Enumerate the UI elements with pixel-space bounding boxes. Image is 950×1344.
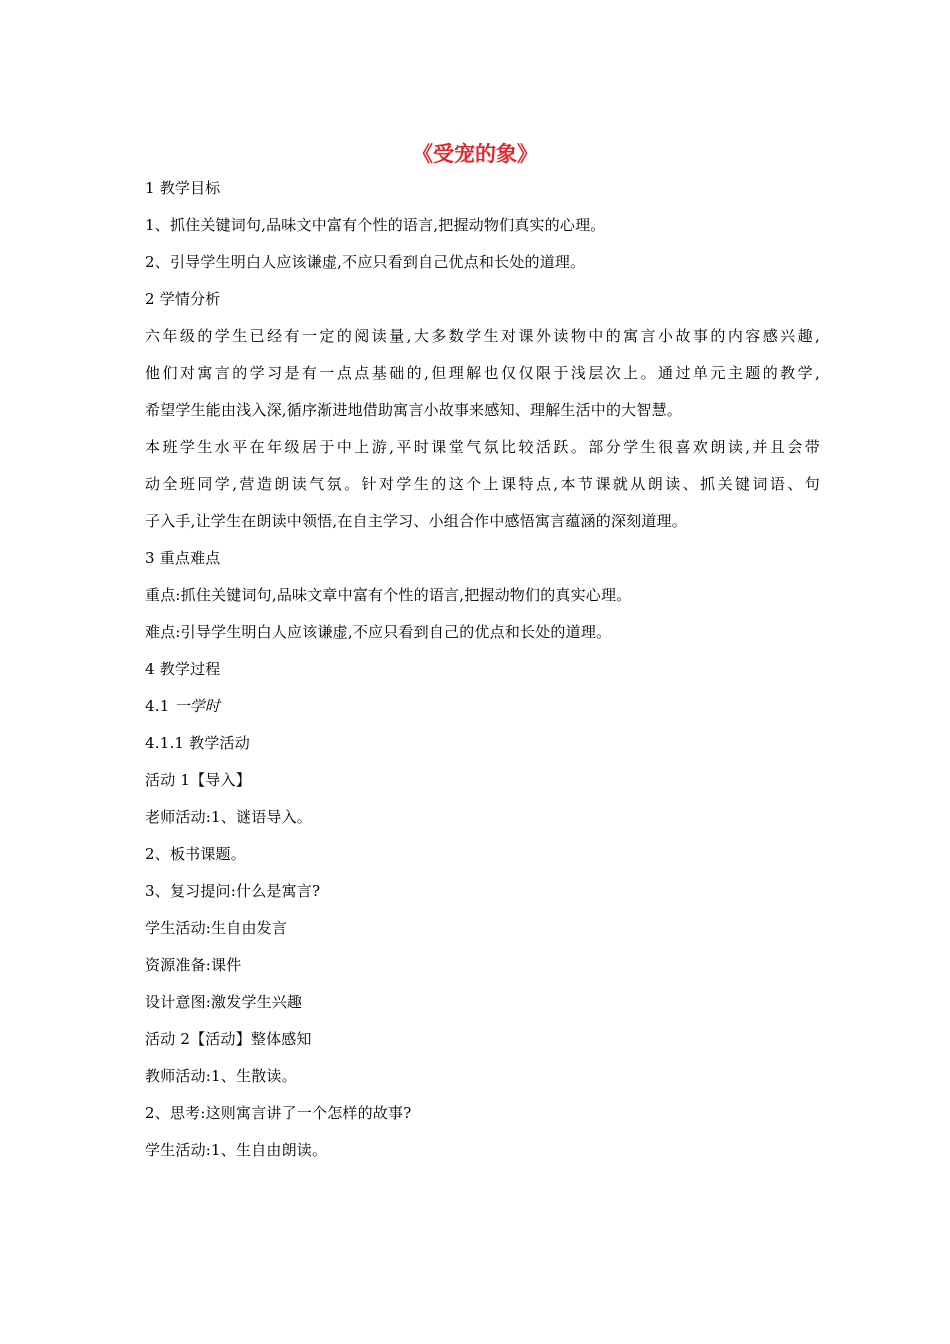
- activity-1-step-2: 2、板书课题。: [145, 845, 246, 863]
- activity-1-teacher: 老师活动:1、谜语导入。: [145, 808, 312, 826]
- document-body: [145, 176, 820, 1175]
- activity-2-teacher: 教师活动:1、生散读。: [145, 1067, 297, 1085]
- heading-student-analysis: 2 学情分析: [145, 290, 221, 308]
- heading-key-points: 3 重点难点: [145, 549, 221, 567]
- activity-1-step-3: 3、复习提问:什么是寓言?: [145, 882, 321, 900]
- lesson-period-number: 4.1: [145, 697, 175, 715]
- activity-2-heading: 活动 2【活动】整体感知: [145, 1030, 312, 1048]
- activity-1-design-intent: 设计意图:激发学生兴趣: [145, 993, 303, 1011]
- subheading-lesson-period: [145, 694, 820, 718]
- analysis-paragraph-2-line-1: 本班学生水平在年级居于中上游,平时课堂气氛比较活跃。部分学生很喜欢朗读,并且会带: [145, 438, 820, 456]
- goal-item-1: 1、抓住关键词句,品味文中富有个性的语言,把握动物们真实的心理。: [145, 216, 606, 234]
- heading-teaching-process: 4 教学过程: [145, 660, 221, 678]
- key-point: 重点:抓住关键词句,品味文章中富有个性的语言,把握动物们的真实心理。: [145, 586, 632, 604]
- analysis-paragraph-1-line-1: 六年级的学生已经有一定的阅读量,大多数学生对课外读物中的寓言小故事的内容感兴趣,: [145, 327, 820, 345]
- activity-1-student: 学生活动:生自由发言: [145, 919, 288, 937]
- activity-2-student: 学生活动:1、生自由朗读。: [145, 1141, 328, 1159]
- activity-2-step-2: 2、思考:这则寓言讲了一个怎样的故事?: [145, 1104, 412, 1122]
- analysis-paragraph-1-line-2: 他们对寓言的学习是有一点点基础的,但理解也仅仅限于浅层次上。通过单元主题的教学,: [145, 364, 820, 382]
- heading-teaching-goals: 1 教学目标: [145, 179, 221, 197]
- lesson-period-label: 一学时: [174, 697, 221, 715]
- activity-1-resources: 资源准备:课件: [145, 956, 242, 974]
- activity-1-heading: 活动 1【导入】: [145, 771, 251, 789]
- subheading-teaching-activities: 4.1.1 教学活动: [145, 734, 250, 752]
- difficult-point: 难点:引导学生明白人应该谦虚,不应只看到自己的优点和长处的道理。: [145, 623, 612, 641]
- analysis-paragraph-1-line-3: 希望学生能由浅入深,循序渐进地借助寓言小故事来感知、理解生活中的大智慧。: [145, 401, 682, 419]
- analysis-paragraph-2-line-2: 动全班同学,营造朗读气氛。针对学生的这个上课特点,本节课就从朗读、抓关键词语、句: [145, 475, 820, 493]
- goal-item-2: 2、引导学生明白人应该谦虚,不应只看到自己优点和长处的道理。: [145, 253, 586, 271]
- analysis-paragraph-2-line-3: 子入手,让学生在朗读中领悟,在自主学习、小组合作中感悟寓言蕴涵的深刻道理。: [145, 512, 687, 530]
- document-title: 《受宠的象》: [412, 142, 538, 166]
